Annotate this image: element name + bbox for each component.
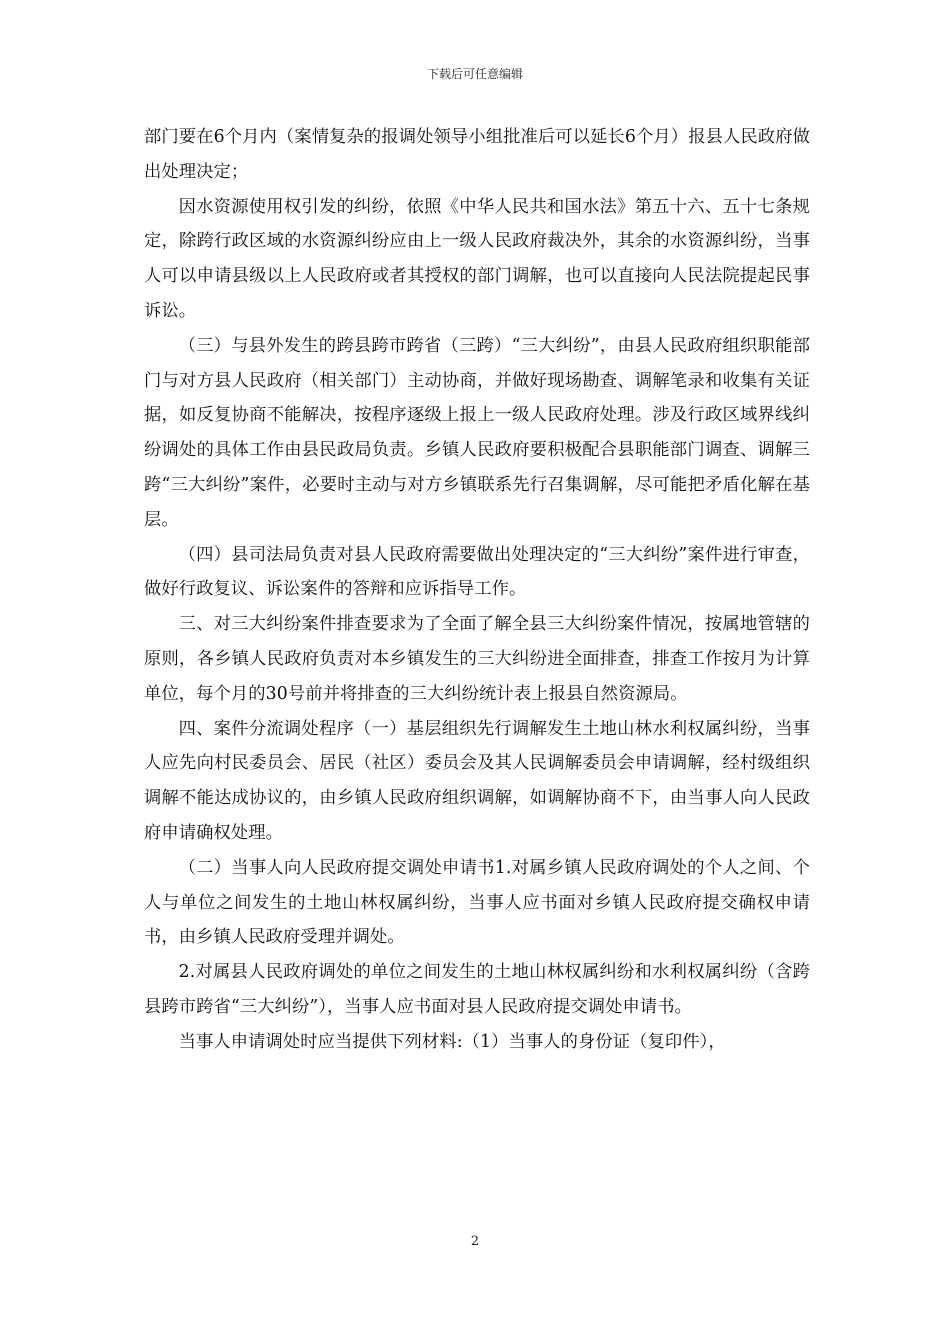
paragraph-7: （二）当事人向人民政府提交调处申请书1.对属乡镇人民政府调处的个人之间、个人与单位之间发生的土地山林权属纠纷，当事人应书面对乡镇人民政府提交确权申请书，由乡镇人民政府受理并调处。: [144, 857, 810, 948]
document-body: [144, 120, 810, 1060]
page-header: 下载后可任意编辑: [426, 67, 523, 81]
paragraph-6: 四、案件分流调处程序（一）基层组织先行调解发生土地山林水利权属纠纷，当事人应先向村民委员会、居民（社区）委员会及其人民调解委员会申请调解，经村级组织调解不能达成协议的，由乡镇人民政府组织调解，如调解协商不下，由当事人向人民政府申请确权处理。: [144, 718, 810, 843]
page-number: 2: [470, 1234, 480, 1249]
paragraph-5: 三、对三大纠纷案件排查要求为了全面了解全县三大纠纷案件情况，按属地管辖的原则，各乡镇人民政府负责对本乡镇发生的三大纠纷进全面排查，排查工作按月为计算单位，每个月的30号前并将排查的三大纠纷统计表上报县自然资源局。: [144, 614, 810, 704]
paragraph-4: （四）县司法局负责对县人民政府需要做出处理决定的“三大纠纷”案件进行审查，做好行政复议、诉讼案件的答辩和应诉指导工作。: [144, 544, 810, 600]
paragraph-9: 当事人申请调处时应当提供下列材料:（1）当事人的身份证（复印件），: [178, 1031, 726, 1052]
paragraph-3: （三）与县外发生的跨县跨市跨省（三跨）“三大纠纷”，由县人民政府组织职能部门与对方县人民政府（相关部门）主动协商，并做好现场勘查、调解笔录和收集有关证据，如反复协商不能解决，按程序逐级上报上一级人民政府处理。涉及行政区域界线纠纷调处的具体工作由县民政局负责。乡镇人民政府要积极配合县职能部门调查、调解三跨“三大纠纷”案件，必要时主动与对方乡镇联系先行召集调解，尽可能把矛盾化解在基层。: [144, 335, 810, 530]
paragraph-8: 2.对属县人民政府调处的单位之间发生的土地山林权属纠纷和水利权属纠纷（含跨县跨市跨省“三大纠纷”），当事人应书面对县人民政府提交调处申请书。: [144, 962, 810, 1017]
paragraph-1: 部门要在6个月内（案情复杂的报调处领导小组批准后可以延长6个月）报县人民政府做出处理决定；: [144, 127, 810, 182]
paragraph-2: 因水资源使用权引发的纠纷，依照《中华人民共和国水法》第五十六、五十七条规定，除跨行政区域的水资源纠纷应由上一级人民政府裁决外，其余的水资源纠纷，当事人可以申请县级以上人民政府或者其授权的部门调解，也可以直接向人民法院提起民事诉讼。: [144, 196, 810, 321]
